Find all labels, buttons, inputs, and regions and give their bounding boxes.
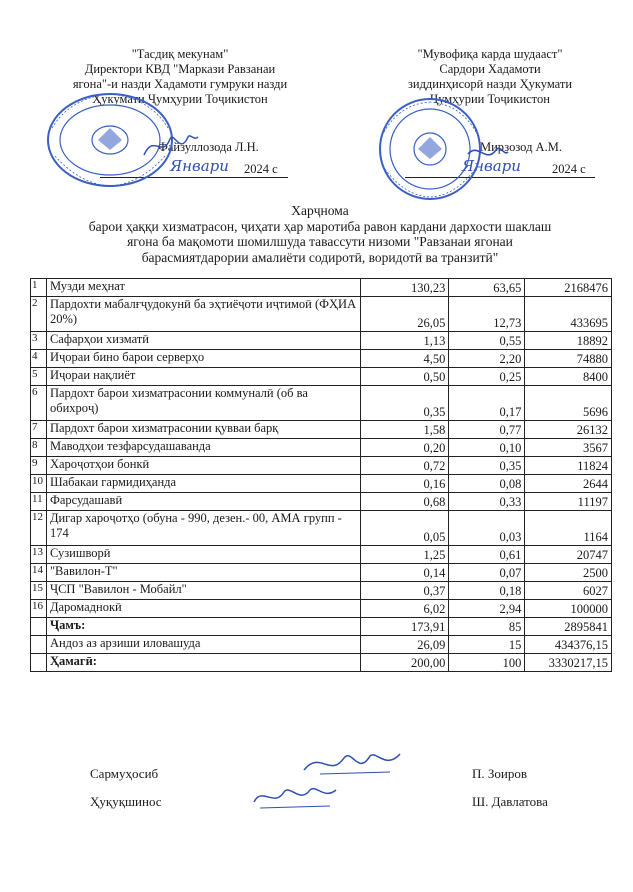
row-value-2-cell: 12,73 xyxy=(449,297,525,332)
row-value-3-cell: 3567 xyxy=(525,439,612,457)
table-row xyxy=(31,439,612,457)
table-row xyxy=(31,511,612,546)
row-description-cell: Хароҷотҳои бонкӣ xyxy=(46,457,360,475)
approval-right-date-month: Январи xyxy=(462,157,521,175)
document-subtitle-line: барои ҳаққи хизматрасон, ҷиҳати ҳар маротиба равон кардани дархости шаклаш xyxy=(88,218,552,234)
approval-right-line: "Мувофиқа карда шудааст" xyxy=(417,47,563,61)
table-row xyxy=(31,332,612,350)
row-value-3-cell: 74880 xyxy=(525,350,612,368)
table-row xyxy=(31,618,612,636)
row-description-cell: Пардохт барои хизматрасонии коммуналӣ (об ва обихроҷ) xyxy=(46,386,360,421)
row-value-3-cell: 2895841 xyxy=(525,618,612,636)
table-row xyxy=(31,386,612,421)
row-value-2-cell: 0,77 xyxy=(449,421,525,439)
row-value-2-cell: 100 xyxy=(449,654,525,672)
row-number-cell: 14 xyxy=(31,564,47,582)
document-subtitle-line: барасмиятдарории амалиёти содиротӣ, воридотӣ ва транзитӣ" xyxy=(141,249,499,265)
row-value-3-cell: 3330217,15 xyxy=(525,654,612,672)
row-value-1-cell: 1,25 xyxy=(361,546,449,564)
row-value-1-cell: 0,16 xyxy=(361,475,449,493)
table-row xyxy=(31,564,612,582)
row-value-1-cell: 0,72 xyxy=(361,457,449,475)
row-value-2-cell: 0,18 xyxy=(449,582,525,600)
approval-left-line: Директори КВД "Маркази Равзанаи xyxy=(84,62,276,76)
row-value-1-cell: 0,35 xyxy=(361,386,449,421)
row-value-3-cell: 20747 xyxy=(525,546,612,564)
row-value-2-cell: 63,65 xyxy=(449,279,525,297)
row-description-cell: Шабакаи гармидиҳанда xyxy=(46,475,360,493)
row-value-2-cell: 2,94 xyxy=(449,600,525,618)
row-value-1-cell: 130,23 xyxy=(361,279,449,297)
row-value-2-cell: 0,08 xyxy=(449,475,525,493)
approval-right-signatory: Мирзозод А.М. xyxy=(480,140,562,154)
table-row xyxy=(31,279,612,297)
row-value-2-cell: 0,10 xyxy=(449,439,525,457)
row-value-1-cell: 0,37 xyxy=(361,582,449,600)
row-value-1-cell: 0,14 xyxy=(361,564,449,582)
approval-right-line: Сардори Хадамоти xyxy=(439,62,541,76)
table-row xyxy=(31,350,612,368)
row-number-cell: 13 xyxy=(31,546,47,564)
row-number-cell: 2 xyxy=(31,297,47,332)
row-value-1-cell: 0,05 xyxy=(361,511,449,546)
row-value-3-cell: 11824 xyxy=(525,457,612,475)
row-value-3-cell: 433695 xyxy=(525,297,612,332)
table-row xyxy=(31,297,612,332)
approval-left-date-month: Январи xyxy=(170,157,229,175)
row-number-cell: 9 xyxy=(31,457,47,475)
row-description-cell: Сузишворӣ xyxy=(46,546,360,564)
table-row xyxy=(31,421,612,439)
row-number-cell: 1 xyxy=(31,279,47,297)
document-heading: Харҷнома xyxy=(291,203,349,218)
row-value-1-cell: 1,58 xyxy=(361,421,449,439)
row-value-2-cell: 15 xyxy=(449,636,525,654)
row-description-cell: Пардохти мабалғҷудокунӣ ба эҳтиёҷоти иҷтимоӣ (ФҲИА 20%) xyxy=(46,297,360,332)
row-description-cell: Ҷамъ: xyxy=(46,618,360,636)
row-value-1-cell: 0,50 xyxy=(361,368,449,386)
approval-right-line: Ҷумҳурии Тоҷикистон xyxy=(430,92,550,106)
document-subtitle-line: ягона ба мақомоти шомилшуда тавассути низоми "Равзанаи ягонаи xyxy=(127,234,513,249)
row-value-3-cell: 11197 xyxy=(525,493,612,511)
document-title xyxy=(40,203,600,265)
row-value-2-cell: 0,17 xyxy=(449,386,525,421)
row-number-cell: 16 xyxy=(31,600,47,618)
table-row xyxy=(31,475,612,493)
signature-accountant xyxy=(300,748,410,784)
row-value-2-cell: 0,03 xyxy=(449,511,525,546)
row-value-1-cell: 6,02 xyxy=(361,600,449,618)
row-description-cell: Дигар хароҷотҳо (обуна - 990, дезен.- 00, АМА групп - 174 xyxy=(46,511,360,546)
signature-left xyxy=(140,125,200,165)
row-number-cell: 7 xyxy=(31,421,47,439)
row-value-3-cell: 100000 xyxy=(525,600,612,618)
row-value-3-cell: 2500 xyxy=(525,564,612,582)
approval-right-line: зиддинҳисорӣ назди Ҳукумати xyxy=(407,77,573,91)
approval-left-date-year: 2024 с xyxy=(244,162,278,176)
row-number-cell: 10 xyxy=(31,475,47,493)
row-number-cell: 5 xyxy=(31,368,47,386)
approval-left-line: ягона"-и назди Хадамоти гумруки назди xyxy=(72,77,288,91)
row-value-1-cell: 26,09 xyxy=(361,636,449,654)
table-row xyxy=(31,636,612,654)
row-description-cell: Андоз аз арзиши иловашуда xyxy=(46,636,360,654)
row-value-1-cell: 26,05 xyxy=(361,297,449,332)
row-value-2-cell: 0,25 xyxy=(449,368,525,386)
table-row xyxy=(31,368,612,386)
approval-left-signatory: Файзуллозода Л.Н. xyxy=(158,140,259,154)
footer-name-accountant: П. Зоиров xyxy=(472,766,527,781)
row-number-cell: 3 xyxy=(31,332,47,350)
row-description-cell: Даромаднокӣ xyxy=(46,600,360,618)
row-description-cell: Иҷораи нақлиёт xyxy=(46,368,360,386)
row-value-1-cell: 173,91 xyxy=(361,618,449,636)
row-value-3-cell: 2644 xyxy=(525,475,612,493)
signature-lawyer xyxy=(250,780,340,812)
row-value-3-cell: 1164 xyxy=(525,511,612,546)
row-value-3-cell: 2168476 xyxy=(525,279,612,297)
row-description-cell: Пардохт барои хизматрасонии қувваи барқ xyxy=(46,421,360,439)
row-description-cell: Фарсудашавӣ xyxy=(46,493,360,511)
row-number-cell: 8 xyxy=(31,439,47,457)
row-value-2-cell: 0,33 xyxy=(449,493,525,511)
row-value-2-cell: 0,55 xyxy=(449,332,525,350)
row-number-cell: 15 xyxy=(31,582,47,600)
table-row xyxy=(31,654,612,672)
row-description-cell: Иҷораи бино барои серверҳо xyxy=(46,350,360,368)
approval-left-line: Ҳукумати Ҷумҳурии Тоҷикистон xyxy=(92,92,268,106)
row-number-cell: 12 xyxy=(31,511,47,546)
row-number-cell xyxy=(31,618,47,636)
row-description-cell: ҶСП "Вавилон - Мобайл" xyxy=(46,582,360,600)
footer-role-lawyer: Ҳуқуқшинос xyxy=(90,794,162,809)
row-description-cell: Сафарҳои хизматӣ xyxy=(46,332,360,350)
row-number-cell xyxy=(31,636,47,654)
row-description-cell: Маводҳои тезфарсудашаванда xyxy=(46,439,360,457)
official-seal-right xyxy=(350,94,510,204)
row-value-3-cell: 6027 xyxy=(525,582,612,600)
row-value-2-cell: 0,61 xyxy=(449,546,525,564)
row-value-2-cell: 85 xyxy=(449,618,525,636)
cost-table xyxy=(30,278,612,672)
row-value-1-cell: 0,68 xyxy=(361,493,449,511)
row-description-cell: "Вавилон-Т" xyxy=(46,564,360,582)
row-number-cell: 11 xyxy=(31,493,47,511)
footer-name-lawyer: Ш. Давлатова xyxy=(472,794,548,809)
table-row xyxy=(31,546,612,564)
row-value-2-cell: 2,20 xyxy=(449,350,525,368)
row-value-1-cell: 4,50 xyxy=(361,350,449,368)
table-row xyxy=(31,582,612,600)
footer-role-accountant: Сармуҳосиб xyxy=(90,766,159,781)
row-number-cell xyxy=(31,654,47,672)
row-number-cell: 6 xyxy=(31,386,47,421)
table-row xyxy=(31,457,612,475)
row-value-2-cell: 0,07 xyxy=(449,564,525,582)
row-value-1-cell: 0,20 xyxy=(361,439,449,457)
row-value-1-cell: 1,13 xyxy=(361,332,449,350)
row-value-3-cell: 5696 xyxy=(525,386,612,421)
approval-right-date-year: 2024 с xyxy=(552,162,586,176)
row-value-3-cell: 8400 xyxy=(525,368,612,386)
row-description-cell: Музди меҳнат xyxy=(46,279,360,297)
row-value-1-cell: 200,00 xyxy=(361,654,449,672)
row-number-cell: 4 xyxy=(31,350,47,368)
row-value-3-cell: 18892 xyxy=(525,332,612,350)
table-row xyxy=(31,600,612,618)
row-value-3-cell: 434376,15 xyxy=(525,636,612,654)
approval-left-line: "Тасдиқ мекунам" xyxy=(131,47,229,61)
table-row xyxy=(31,493,612,511)
row-value-2-cell: 0,35 xyxy=(449,457,525,475)
row-description-cell: Ҳамагӣ: xyxy=(46,654,360,672)
row-value-3-cell: 26132 xyxy=(525,421,612,439)
